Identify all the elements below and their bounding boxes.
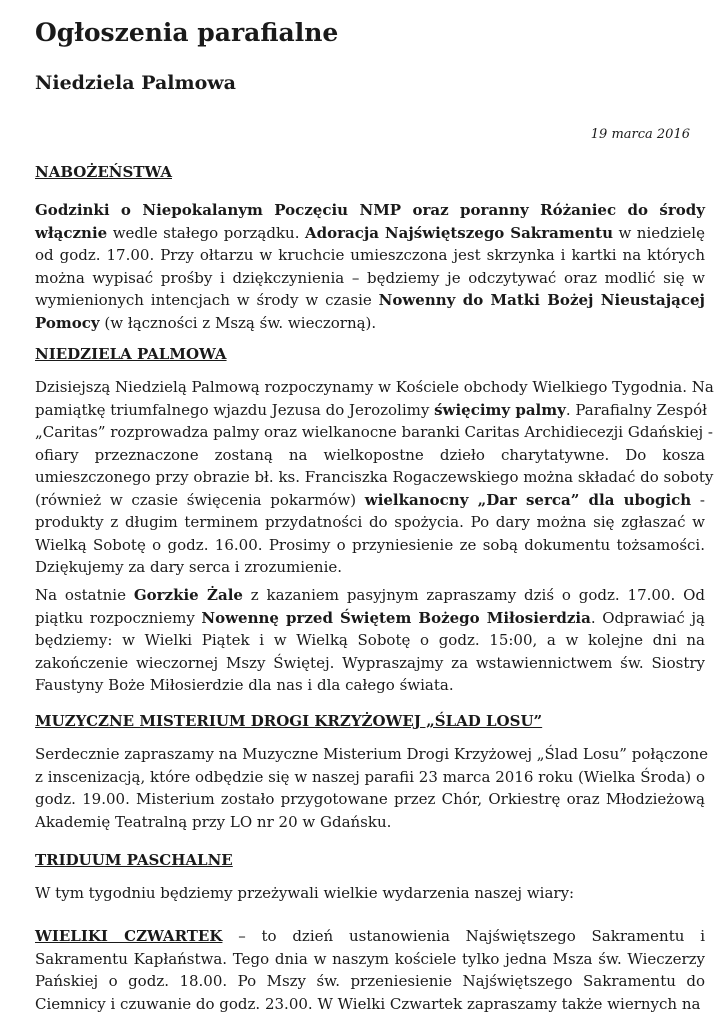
text-run: z kazaniem pasyjnym zapraszamy dziś o godz. 17.00. Od xyxy=(242,586,706,604)
text-run: od godz. 17.00. Przy ołtarzu w kruchcie umieszczona jest skrzynka i kartki na których xyxy=(35,246,705,264)
text-line xyxy=(35,244,705,267)
text-run: Dzisiejszą Niedzielą Palmową rozpoczynamy w Kościele obchody Wielkiego Tygodnia. Na xyxy=(35,378,714,396)
text-line xyxy=(35,788,705,811)
text-line xyxy=(35,970,705,993)
bold-text: WIELIKI CZWARTEK xyxy=(35,927,223,945)
paragraph-nabozenstwa xyxy=(35,199,705,334)
text-line xyxy=(35,766,705,789)
text-run: ofiary przeznaczone zostaną na wielkopostne dzieło charytatywne. Do kosza xyxy=(35,445,705,464)
text-run: – to dzień ustanowienia Najświętszego Sakramentu i xyxy=(222,927,705,945)
section-heading-misterium: MUZYCZNE MISTERIUM DROGI KRZYŻOWEJ „ŚLAD LOSU” xyxy=(35,712,543,730)
bold-text: Nowennę przed Świętem Bożego Miłosierdzia xyxy=(201,608,591,627)
text-line xyxy=(35,312,705,335)
text-run: Sakramentu Kapłaństwa. Tego dnia w naszym kościele tylko jedna Msza św. Wieczerzy xyxy=(35,949,705,968)
text-line xyxy=(35,556,705,579)
text-run: piątku rozpoczniemy xyxy=(35,608,202,627)
bold-text: Adoracja Najświętszego Sakramentu xyxy=(304,223,613,242)
bold-text: Pomocy xyxy=(35,313,100,332)
text-line xyxy=(35,743,709,766)
text-line xyxy=(35,267,705,290)
text-line xyxy=(35,511,705,534)
text-line xyxy=(35,925,705,948)
text-run: Faustyny Boże Miłosierdzie dla nas i dla całego świata. xyxy=(35,676,454,694)
text-run: „Caritas” rozprowadza palmy oraz wielkanocne baranki Caritas Archidiecezji Gdańskiej - xyxy=(35,423,714,441)
bold-text: Nowenny do Matki Bożej Nieustającej xyxy=(378,291,705,309)
text-run: będziemy: w Wielki Piątek i w Wielką Sobotę o godz. 15:00, a w kolejne dni na xyxy=(35,631,705,649)
page-title: Ogłoszenia parafialne xyxy=(35,18,339,47)
text-run: (w łączności z Mszą św. wieczorną). xyxy=(99,313,377,332)
bold-text: Gorzkie Żale xyxy=(133,586,243,604)
text-line xyxy=(35,584,705,607)
text-line xyxy=(35,882,705,905)
text-line xyxy=(35,289,705,312)
text-line xyxy=(35,811,705,834)
paragraph-misterium xyxy=(35,743,709,833)
text-line xyxy=(35,222,705,245)
text-run: w niedzielę xyxy=(612,223,705,242)
text-line xyxy=(35,199,705,222)
text-line xyxy=(35,948,705,971)
bold-text: wielkanocny „Dar serca” dla ubogich xyxy=(364,490,692,509)
text-run: pamiątkę triumfalnego wjazdu Jezusa do Jerozolimy xyxy=(35,400,435,419)
text-line xyxy=(35,534,705,557)
section-heading-niedziela-palmowa: NIEDZIELA PALMOWA xyxy=(35,345,227,363)
text-run: produkty z długim terminem przydatności do spożycia. Po dary można się zgłaszać w xyxy=(35,513,705,531)
section-heading-nabozenstwa: NABOŻEŃSTWA xyxy=(35,163,172,181)
text-line xyxy=(35,421,714,444)
bold-text: święcimy palmy xyxy=(434,400,566,419)
text-run: z inscenizacją, które odbędzie się w naszej parafii 23 marca 2016 roku (Wielka Środa) o xyxy=(35,767,705,786)
section-heading-triduum: TRIDUUM PASCHALNE xyxy=(35,851,233,869)
text-line xyxy=(35,607,705,630)
text-line xyxy=(35,674,705,697)
text-run: Pańskiej o godz. 18.00. Po Mszy św. przeniesienie Najświętszego Sakramentu do xyxy=(35,972,705,990)
text-line xyxy=(35,376,714,399)
page-subtitle: Niedziela Palmowa xyxy=(35,72,236,94)
text-run: godz. 19.00. Misterium zostało przygotowane przez Chór, Orkiestrę oraz Młodzieżową xyxy=(35,790,705,808)
text-run: Na ostatnie xyxy=(35,586,134,604)
text-run: Ciemnicy i czuwanie do godz. 23.00. W Wielki Czwartek zapraszamy także wiernych na xyxy=(35,994,701,1013)
text-run: wymienionych intencjach w środy w czasie xyxy=(35,291,379,309)
text-run: . Odprawiać ją xyxy=(590,608,705,627)
text-line xyxy=(35,629,705,652)
text-run: zakończenie wieczornej Mszy Świętej. Wypraszajmy za wstawiennictwem św. Siostry xyxy=(35,653,705,672)
paragraph-wielki-czwartek xyxy=(35,925,705,1015)
paragraph-triduum-intro xyxy=(35,882,705,905)
text-run: Akademię Teatralną przy LO nr 20 w Gdańsku. xyxy=(35,812,392,831)
text-line xyxy=(35,444,705,467)
bold-text: włącznie xyxy=(35,223,108,242)
text-run: Serdecznie zapraszamy na Muzyczne Misterium Drogi Krzyżowej „Ślad Losu” połączone xyxy=(35,745,709,763)
text-line xyxy=(35,489,705,512)
text-run: wedle stałego porządku. xyxy=(107,223,305,242)
text-line xyxy=(35,652,705,675)
paragraph-gorzkie-zale xyxy=(35,584,705,697)
text-line xyxy=(35,399,705,422)
text-run: można wypisać prośby i dziękczynienia – będziemy je odczytywać oraz modlić się w xyxy=(35,268,705,287)
text-run: - xyxy=(691,490,705,509)
announcement-date: 19 marca 2016 xyxy=(590,127,690,142)
text-run: Wielką Sobotę o godz. 16.00. Prosimy o przyniesienie ze sobą dokumentu tożsamości. xyxy=(35,535,705,554)
text-run: umieszczonego przy obrazie bł. ks. Franciszka Rogaczewskiego można składać do soboty xyxy=(35,468,714,486)
text-run: (również w czasie święcenia pokarmów) xyxy=(35,490,365,509)
text-run: . Parafialny Zespół xyxy=(565,400,707,419)
text-line xyxy=(35,466,714,489)
text-run: Dziękujemy za dary serca i zrozumienie. xyxy=(35,558,343,576)
paragraph-niedziela-palmowa xyxy=(35,376,714,579)
bold-text: Godzinki o Niepokalanym Poczęciu NMP oraz poranny Różaniec do środy xyxy=(35,201,705,219)
text-line xyxy=(35,993,705,1016)
text-run: W tym tygodniu będziemy przeżywali wielkie wydarzenia naszej wiary: xyxy=(35,884,575,902)
